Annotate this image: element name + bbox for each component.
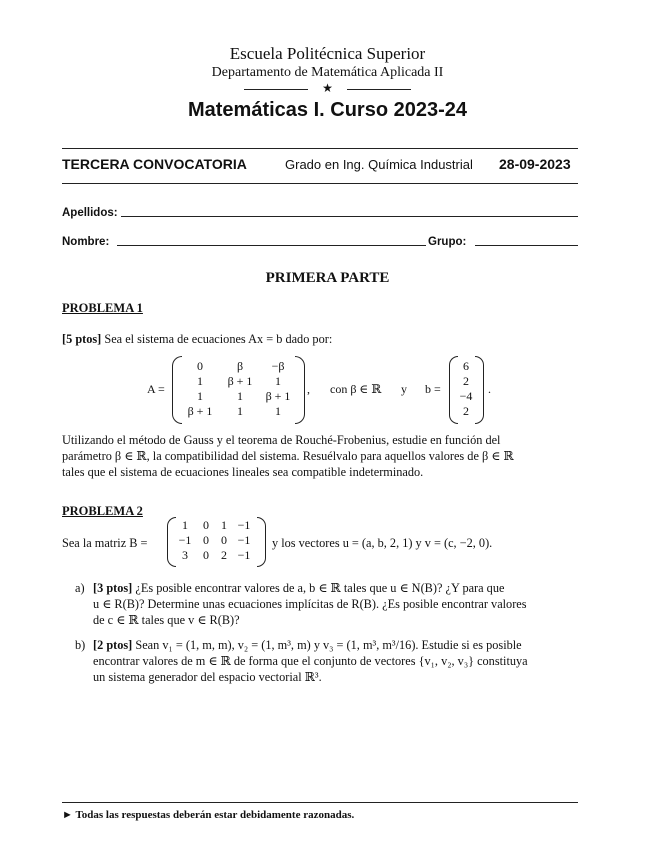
problem1-intro: Sea el sistema de ecuaciones Ax = b dado por: [104,332,333,346]
arrow-right-icon: ► [62,809,73,821]
name-field[interactable] [117,245,426,246]
problem2-vectors: y los vectores u = (a, b, 2, 1) y v = (c, −2, 0). [272,536,493,550]
vector-b-cell: 2 [463,404,469,418]
matrix-b [172,518,262,566]
part-a-line: ¿Es posible encontrar valores de a, b ∈ ℝ tales que u ∈ N(B)? ¿Y para que [135,581,505,595]
matrix-b-cell: 1 [221,518,227,532]
matrix-b-cell: 1 [182,518,188,532]
problem1-body-line: parámetro β ∈ ℝ, la compatibilidad del sistema. Resuélvalo para aquellos valores de β ∈ ℝ [62,449,514,463]
matrix-b-cell: 0 [203,548,209,562]
vector-b-cell: 2 [463,374,469,388]
conjunction-y: y [401,382,407,396]
vector-b-cell: −4 [459,389,473,403]
problem2-intro: Sea la matriz B = [62,536,148,550]
divider-top [62,148,578,149]
part-b-marker: b) [75,638,86,652]
surname-label: Apellidos: [62,207,118,219]
school-name: Escuela Politécnica Superior [229,44,426,63]
matrix-a-cell: 1 [275,374,281,388]
star-icon: ★ [322,81,333,95]
problem1-intro-line [62,331,332,347]
part-a-first-line [93,580,580,596]
problem2-title: PROBLEMA 2 [62,504,143,518]
matrix-b-cell: 3 [182,548,188,562]
vector-b-period: . [488,382,491,396]
matrix-a-cell: 1 [197,374,203,388]
matrix-b-cell: −1 [237,533,251,547]
problem1-body-line: tales que el sistema de ecuaciones lineales sea compatible indeterminado. [62,465,424,479]
matrix-b-cell: 0 [203,518,209,532]
matrix-a-cell: 0 [197,359,203,373]
footer-divider [62,802,578,803]
convocatoria: TERCERA CONVOCATORIA [62,156,247,172]
matrix-a-cell: β [236,359,244,373]
matrix-a-cell: −β [271,359,285,373]
vector-b-label: b = [425,382,441,396]
ornament-line-right [347,89,411,90]
course-title: Matemáticas I. Curso 2023-24 [187,99,468,121]
degree-name: Grado en Ing. Química Industrial [285,157,473,172]
part-b-points: [2 ptos] [93,638,133,652]
matrix-b-cell: 2 [221,548,227,562]
part-b-line: un sistema generador del espacio vectorial ℝ³. [93,670,322,684]
matrix-b-cell: −1 [237,518,251,532]
part-b-first-line [93,637,580,653]
matrix-b-cell: −1 [237,548,251,562]
footer-note: Todas las respuestas deberán estar debidamente razonadas. [75,809,355,821]
matrix-b-cell: 0 [203,533,209,547]
exam-date: 28-09-2023 [499,156,571,172]
problem1-body-line: Utilizando el método de Gauss y el teorema de Rouché-Frobenius, estudie en función del [62,433,501,447]
footer-note-line [62,809,354,821]
matrix-a-cell: β + 1 [227,374,253,388]
part-a-line: u ∈ R(B)? Determine unas ecuaciones implícitas de R(B). ¿Es posible encontrar valores [93,597,527,611]
part-a-body [93,580,580,628]
problem1-points: [5 ptos] [62,332,102,346]
department-name: Departamento de Matemática Aplicada II [211,65,444,80]
part-b-line: encontrar valores de m ∈ ℝ de forma que el conjunto de vectores {v₁, v₂, v₃} constituya [93,654,528,668]
matrix-b-cell: 0 [221,533,227,547]
problem1-body [62,432,578,480]
part-a-marker: a) [75,581,85,595]
name-label: Nombre: [62,236,110,248]
part-b-line: Sean v₁ = (1, m, m), v₂ = (1, m³, m) y v₃ = (1, m³, m³/16). Estudie si es posible [135,638,522,652]
matrix-a-cell: β + 1 [265,389,291,403]
matrix-b-cell: −1 [178,533,192,547]
part-a-line: de c ∈ ℝ tales que v ∈ R(B)? [93,613,240,627]
matrix-a [180,358,298,422]
matrix-a-comma: , [307,382,310,396]
problem1-title: PROBLEMA 1 [62,301,143,315]
group-label: Grupo: [428,236,467,248]
matrix-a-cell: 1 [197,389,203,403]
matrix-a-cell: β + 1 [187,404,213,418]
matrix-a-label: A = [147,382,165,396]
group-field[interactable] [475,245,578,246]
part-title: PRIMERA PARTE [265,270,390,286]
vector-b-cell: 6 [463,359,469,373]
matrix-a-cell: 1 [275,404,281,418]
vector-b [448,358,484,422]
part-b-body [93,637,580,685]
divider-bottom [62,183,578,184]
part-a-points: [3 ptos] [93,581,133,595]
surname-field[interactable] [121,216,578,217]
matrix-a-cell: 1 [237,389,243,403]
matrix-a-cell: 1 [237,404,243,418]
beta-condition: con β ∈ ℝ [330,382,382,396]
